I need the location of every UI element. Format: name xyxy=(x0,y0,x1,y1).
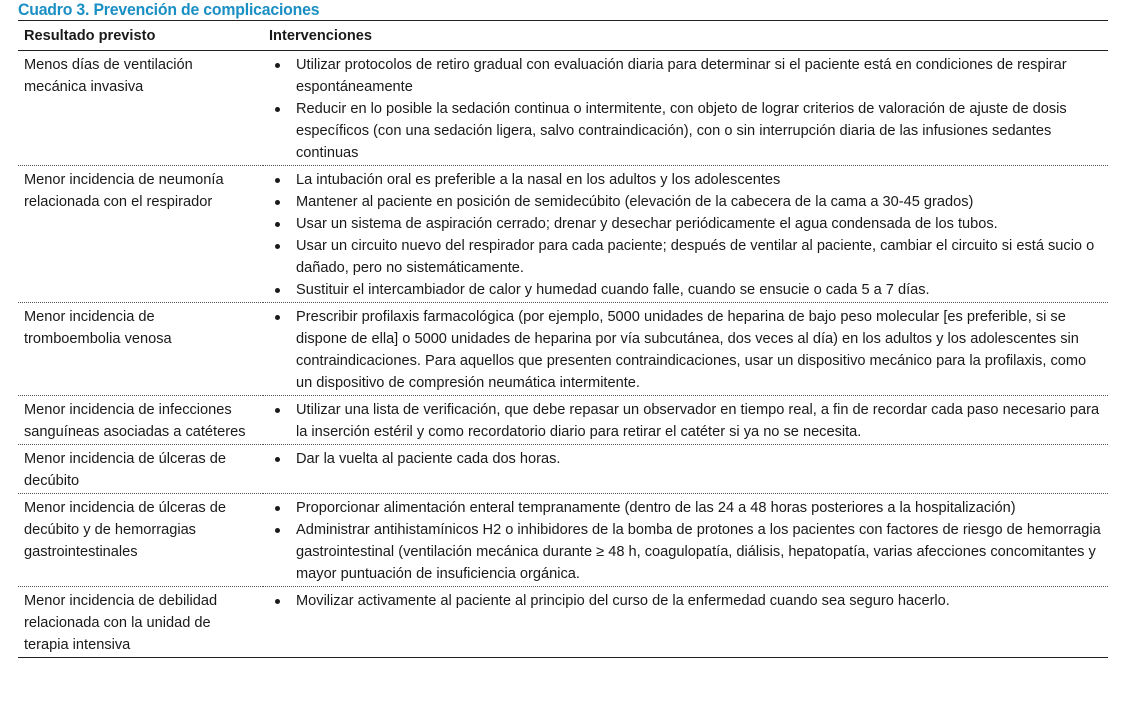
intervention-item xyxy=(269,235,1102,279)
expected-result-cell: Menor incidencia de debilidad relacionada con la unidad de terapia intensiva xyxy=(24,593,218,653)
intervention-item xyxy=(269,399,1102,443)
intervention-text: Utilizar protocolos de retiro gradual con evaluación diaria para determinar si el paciente está en condiciones de respirar espontáneamente xyxy=(296,57,1067,95)
interventions-list xyxy=(269,54,1102,164)
table-header-row xyxy=(18,21,1108,51)
intervention-item xyxy=(269,54,1102,98)
intervention-item xyxy=(269,448,1102,470)
intervention-text: Prescribir profilaxis farmacológica (por ejemplo, 5000 unidades de heparina de bajo peso molecular [es preferible, si se dispone de ella] o 5000 unidades de heparina por vía subcutánea, dos veces al día) en los adultos y los adolescentes sin contraindicaciones. Para aquellos que presenten contraindicaciones, usar un dispositivo mecánico para la profilaxis, como un dispositivo de compresión neumática intermitente. xyxy=(296,309,1087,391)
document-page xyxy=(18,0,1108,658)
intervention-text: Movilizar activamente al paciente al principio del curso de la enfermedad cuando sea seguro hacerlo. xyxy=(296,593,950,609)
interventions-cell xyxy=(263,587,1108,658)
column-header-result: Resultado previsto xyxy=(24,28,156,44)
bullet-icon xyxy=(275,288,280,293)
bullet-icon xyxy=(275,107,280,112)
interventions-cell xyxy=(263,166,1108,303)
intervention-item xyxy=(269,306,1102,394)
interventions-list xyxy=(269,497,1102,585)
intervention-item xyxy=(269,497,1102,519)
table-row xyxy=(18,166,1108,303)
expected-result-cell: Menor incidencia de úlceras de decúbito xyxy=(24,451,226,489)
intervention-item xyxy=(269,191,1102,213)
expected-result-cell: Menor incidencia de tromboembolia venosa xyxy=(24,309,172,347)
intervention-item xyxy=(269,590,1102,612)
bullet-icon xyxy=(275,200,280,205)
expected-result-cell: Menor incidencia de neumonía relacionada con el respirador xyxy=(24,172,224,210)
intervention-text: Sustituir el intercambiador de calor y humedad cuando falle, cuando se ensucie o cada 5 a 7 días. xyxy=(296,282,930,298)
intervention-item xyxy=(269,169,1102,191)
bullet-icon xyxy=(275,244,280,249)
bullet-icon xyxy=(275,178,280,183)
intervention-item xyxy=(269,98,1102,164)
intervention-text: Dar la vuelta al paciente cada dos horas. xyxy=(296,451,561,467)
intervention-text: Utilizar una lista de verificación, que debe repasar un observador en tiempo real, a fin de recordar cada paso necesario para la inserción estéril y como recordatorio diario para retirar el catéter si ya no se necesita. xyxy=(296,402,1100,440)
table-row xyxy=(18,587,1108,658)
interventions-cell xyxy=(263,494,1108,587)
table-row xyxy=(18,494,1108,587)
table-row xyxy=(18,51,1108,166)
table-body xyxy=(18,51,1108,658)
table-caption: Cuadro 3. Prevención de complicaciones xyxy=(18,0,320,19)
interventions-cell xyxy=(263,303,1108,396)
interventions-list xyxy=(269,399,1102,443)
intervention-item xyxy=(269,519,1102,585)
intervention-text: Reducir en lo posible la sedación continua o intermitente, con objeto de lograr criterios de valoración de ajuste de dosis específicos (con una sedación ligera, salvo contraindicación), con o sin interrupción diaria de las infusiones sedantes continuas xyxy=(296,101,1067,161)
intervention-text: Administrar antihistamínicos H2 o inhibidores de la bomba de protones a los pacientes con factores de riesgo de hemorragia gastrointestinal (ventilación mecánica durante ≥ 48 h, coagulopatía, diálisis, hepatopatía, varias afecciones concomitantes y mayor puntuación de insuficiencia orgánica. xyxy=(296,522,1101,582)
expected-result-cell: Menor incidencia de infecciones sanguíneas asociadas a catéteres xyxy=(24,402,246,440)
intervention-text: Usar un circuito nuevo del respirador para cada paciente; después de ventilar al paciente, cambiar el circuito si está sucio o dañado, pero no sistemáticamente. xyxy=(296,238,1095,276)
bullet-icon xyxy=(275,457,280,462)
interventions-cell xyxy=(263,445,1108,494)
bullet-icon xyxy=(275,599,280,604)
interventions-list xyxy=(269,590,1102,612)
bullet-icon xyxy=(275,63,280,68)
interventions-cell xyxy=(263,396,1108,445)
intervention-item xyxy=(269,213,1102,235)
interventions-list xyxy=(269,169,1102,301)
interventions-cell xyxy=(263,51,1108,166)
column-header-interventions: Intervenciones xyxy=(269,28,373,44)
intervention-text: Usar un sistema de aspiración cerrado; drenar y desechar periódicamente el agua condensada de los tubos. xyxy=(296,216,998,232)
intervention-text: Proporcionar alimentación enteral tempranamente (dentro de las 24 a 48 horas posteriores a la hospitalización) xyxy=(296,500,1016,516)
table-row xyxy=(18,303,1108,396)
table-row xyxy=(18,396,1108,445)
bullet-icon xyxy=(275,408,280,413)
intervention-text: La intubación oral es preferible a la nasal en los adultos y los adolescentes xyxy=(296,172,781,188)
intervention-text: Mantener al paciente en posición de semidecúbito (elevación de la cabecera de la cama a 30-45 grados) xyxy=(296,194,974,210)
bullet-icon xyxy=(275,528,280,533)
bullet-icon xyxy=(275,506,280,511)
table-row xyxy=(18,445,1108,494)
expected-result-cell: Menos días de ventilación mecánica invasiva xyxy=(24,57,193,95)
bullet-icon xyxy=(275,222,280,227)
expected-result-cell: Menor incidencia de úlceras de decúbito y de hemorragias gastrointestinales xyxy=(24,500,226,560)
interventions-list xyxy=(269,306,1102,394)
complications-table xyxy=(18,20,1108,658)
intervention-item xyxy=(269,279,1102,301)
interventions-list xyxy=(269,448,1102,470)
bullet-icon xyxy=(275,315,280,320)
